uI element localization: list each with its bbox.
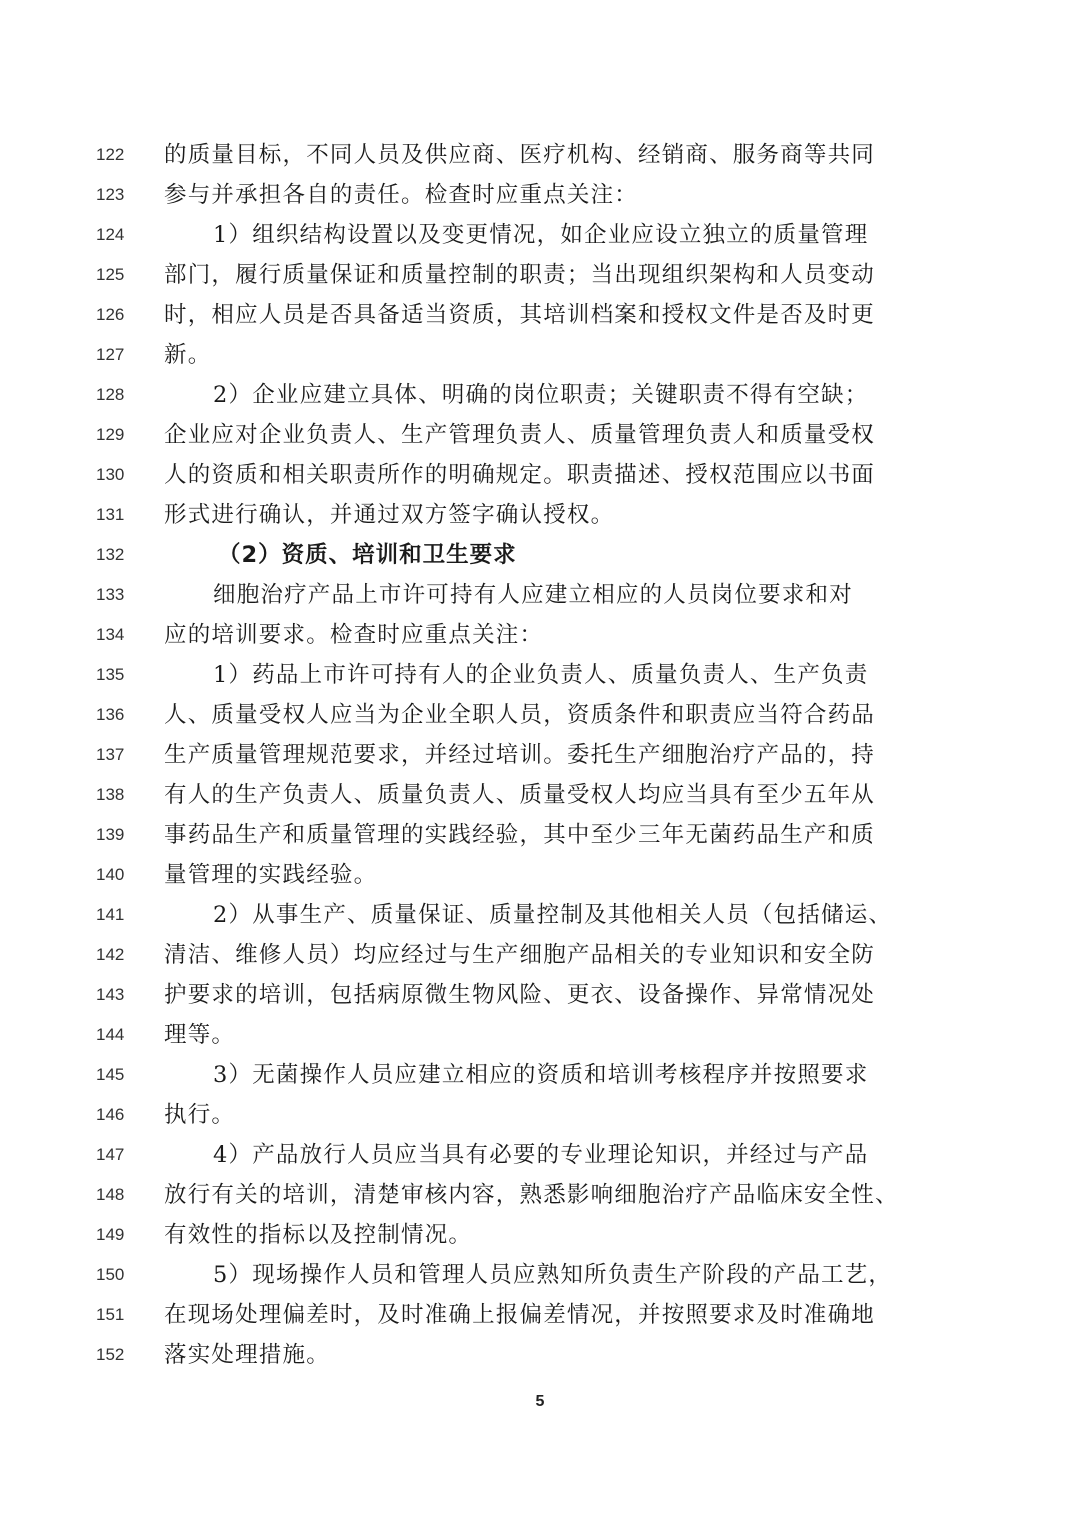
text-line	[0, 295, 1080, 335]
line-number: 152	[96, 1345, 125, 1364]
line-number: 135	[96, 665, 125, 684]
line-number: 133	[96, 585, 125, 604]
line-number: 138	[96, 785, 125, 804]
text-line	[0, 655, 1080, 695]
line-number: 147	[96, 1145, 125, 1164]
text-line	[0, 695, 1080, 735]
line-text: 生产质量管理规范要求，并经过培训。委托生产细胞治疗产品的，持	[164, 742, 876, 768]
text-line	[0, 215, 1080, 255]
line-text: 执行。	[164, 1102, 236, 1128]
line-number: 143	[96, 985, 125, 1004]
line-number: 145	[96, 1065, 125, 1084]
line-text: 部门，履行质量保证和质量控制的职责；当出现组织架构和人员变动	[164, 262, 876, 288]
text-line	[0, 575, 1080, 615]
line-number: 137	[96, 745, 125, 764]
text-line	[0, 615, 1080, 655]
line-text: 参与并承担各自的责任。检查时应重点关注：	[164, 182, 639, 208]
text-line	[0, 1215, 1080, 1255]
line-number: 136	[96, 705, 125, 724]
line-text: 的质量目标，不同人员及供应商、医疗机构、经销商、服务商等共同	[164, 142, 876, 168]
line-text: 细胞治疗产品上市许可持有人应建立相应的人员岗位要求和对	[213, 582, 853, 608]
line-text: 形式进行确认，并通过双方签字确认授权。	[164, 502, 615, 528]
text-line	[0, 455, 1080, 495]
section-heading: （2）资质、培训和卫生要求	[218, 542, 517, 568]
line-text: 在现场处理偏差时，及时准确上报偏差情况，并按照要求及时准确地	[164, 1302, 876, 1328]
line-number: 128	[96, 385, 125, 404]
text-line	[0, 335, 1080, 375]
line-text: 有效性的指标以及控制情况。	[164, 1222, 473, 1248]
line-number: 126	[96, 305, 125, 324]
line-text: 事药品生产和质量管理的实践经验，其中至少三年无菌药品生产和质	[164, 822, 876, 848]
line-number: 142	[96, 945, 125, 964]
text-line	[0, 1295, 1080, 1335]
text-line	[0, 1055, 1080, 1095]
line-text: 应的培训要求。检查时应重点关注：	[164, 622, 544, 648]
line-number: 144	[96, 1025, 125, 1044]
text-line	[0, 895, 1080, 935]
text-line	[0, 255, 1080, 295]
line-number: 131	[96, 505, 125, 524]
line-number: 123	[96, 185, 125, 204]
text-line	[0, 735, 1080, 775]
section-heading-line	[0, 535, 1080, 575]
line-text: 2）企业应建立具体、明确的岗位职责；关键职责不得有空缺；	[213, 382, 869, 408]
text-line	[0, 1335, 1080, 1375]
line-number: 122	[96, 145, 125, 164]
line-number: 130	[96, 465, 125, 484]
line-text: 人、质量受权人应当为企业全职人员，资质条件和职责应当符合药品	[164, 702, 876, 728]
line-text: 放行有关的培训，清楚审核内容，熟悉影响细胞治疗产品临床安全性、	[164, 1182, 899, 1208]
text-body	[0, 135, 1080, 1375]
text-line	[0, 495, 1080, 535]
line-number: 134	[96, 625, 125, 644]
text-line	[0, 1015, 1080, 1055]
line-number: 146	[96, 1105, 125, 1124]
line-text: 1）组织结构设置以及变更情况，如企业应设立独立的质量管理	[213, 222, 869, 248]
line-number: 150	[96, 1265, 125, 1284]
text-line	[0, 975, 1080, 1015]
text-line	[0, 775, 1080, 815]
line-text: 落实处理措施。	[164, 1342, 330, 1368]
line-number: 141	[96, 905, 125, 924]
line-number: 124	[96, 225, 125, 244]
text-line	[0, 375, 1080, 415]
text-line	[0, 175, 1080, 215]
line-text: 清洁、维修人员）均应经过与生产细胞产品相关的专业知识和安全防	[164, 942, 876, 968]
line-text: 人的资质和相关职责所作的明确规定。职责描述、授权范围应以书面	[164, 462, 876, 488]
line-text: 2）从事生产、质量保证、质量控制及其他相关人员（包括储运、	[213, 902, 893, 928]
line-number: 149	[96, 1225, 125, 1244]
line-number: 148	[96, 1185, 125, 1204]
line-text: 量管理的实践经验。	[164, 862, 378, 888]
line-text: 护要求的培训，包括病原微生物风险、更衣、设备操作、异常情况处	[164, 982, 876, 1008]
line-number: 125	[96, 265, 125, 284]
line-text: 新。	[164, 342, 212, 368]
line-text: 理等。	[164, 1022, 236, 1048]
page-number: 5	[535, 1393, 545, 1410]
line-number: 127	[96, 345, 125, 364]
line-number: 151	[96, 1305, 125, 1324]
text-line	[0, 1175, 1080, 1215]
text-line	[0, 1095, 1080, 1135]
text-line	[0, 1135, 1080, 1175]
text-line	[0, 935, 1080, 975]
line-text: 有人的生产负责人、质量负责人、质量受权人均应当具有至少五年从	[164, 782, 876, 808]
line-number: 140	[96, 865, 125, 884]
line-text: 5）现场操作人员和管理人员应熟知所负责生产阶段的产品工艺，	[213, 1262, 893, 1288]
text-line	[0, 1255, 1080, 1295]
line-number: 129	[96, 425, 125, 444]
text-line	[0, 855, 1080, 895]
text-line	[0, 415, 1080, 455]
text-line	[0, 135, 1080, 175]
line-text: 企业应对企业负责人、生产管理负责人、质量管理负责人和质量受权	[164, 422, 876, 448]
text-line	[0, 815, 1080, 855]
line-number: 139	[96, 825, 125, 844]
line-text: 3）无菌操作人员应建立相应的资质和培训考核程序并按照要求	[213, 1062, 869, 1088]
line-number: 132	[96, 545, 125, 564]
line-text: 4）产品放行人员应当具有必要的专业理论知识，并经过与产品	[213, 1142, 869, 1168]
line-text: 时，相应人员是否具备适当资质，其培训档案和授权文件是否及时更	[164, 302, 876, 328]
line-text: 1）药品上市许可持有人的企业负责人、质量负责人、生产负责	[213, 662, 869, 688]
